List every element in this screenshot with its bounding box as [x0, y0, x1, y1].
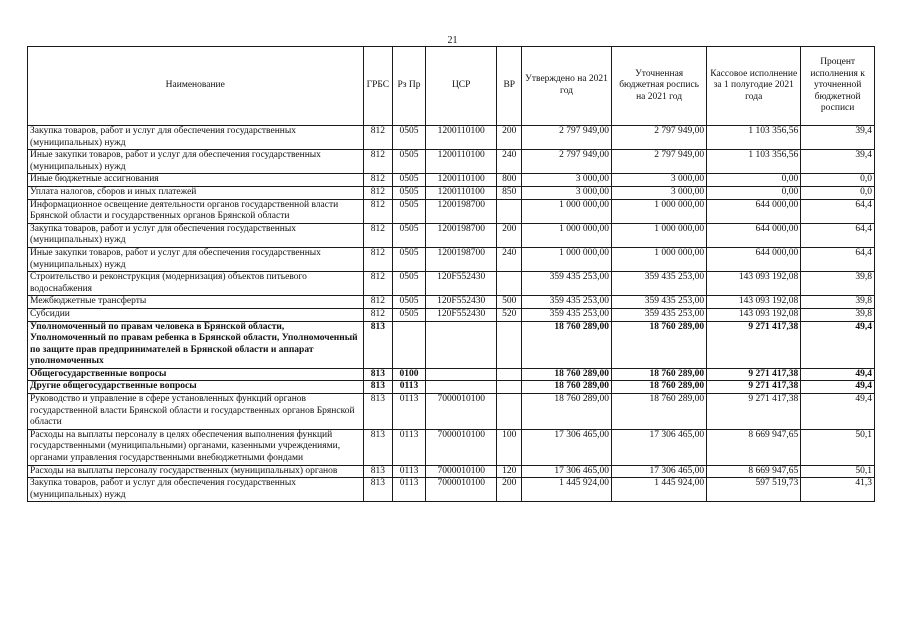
header-percent: Процент исполнения к уточненной бюджетной росписи	[801, 47, 875, 126]
cell-percent: 39,8	[801, 296, 875, 309]
cell-cash: 9 271 417,38	[707, 381, 801, 394]
cell-approved: 2 797 949,00	[522, 150, 612, 174]
cell-rzpr: 0113	[393, 394, 426, 430]
cell-rzpr: 0505	[393, 308, 426, 321]
cell-rzpr: 0505	[393, 150, 426, 174]
cell-refined: 359 435 253,00	[612, 272, 707, 296]
cell-percent: 39,8	[801, 308, 875, 321]
cell-approved: 18 760 289,00	[522, 394, 612, 430]
cell-name: Иные закупки товаров, работ и услуг для обеспечения государственных (муниципальных) нужд	[28, 247, 364, 271]
cell-grbs: 812	[363, 174, 393, 187]
cell-refined: 1 445 924,00	[612, 478, 707, 502]
cell-grbs: 812	[363, 223, 393, 247]
cell-percent: 39,8	[801, 272, 875, 296]
cell-name: Строительство и реконструкция (модернизация) объектов питьевого водоснабжения	[28, 272, 364, 296]
cell-name: Уплата налогов, сборов и иных платежей	[28, 186, 364, 199]
cell-vr: 500	[497, 296, 522, 309]
cell-rzpr	[393, 321, 426, 368]
cell-vr: 120	[497, 465, 522, 478]
table-row	[28, 272, 875, 296]
cell-approved: 1 445 924,00	[522, 478, 612, 502]
cell-vr	[497, 394, 522, 430]
cell-percent: 49,4	[801, 381, 875, 394]
cell-approved: 359 435 253,00	[522, 296, 612, 309]
cell-csr: 7000010100	[425, 465, 497, 478]
cell-percent: 49,4	[801, 321, 875, 368]
cell-grbs: 812	[363, 150, 393, 174]
cell-percent: 39,4	[801, 126, 875, 150]
cell-name: Закупка товаров, работ и услуг для обеспечения государственных (муниципальных) нужд	[28, 126, 364, 150]
cell-csr: 1200198700	[425, 199, 497, 223]
cell-vr	[497, 321, 522, 368]
cell-rzpr: 0505	[393, 126, 426, 150]
cell-vr: 520	[497, 308, 522, 321]
table-row	[28, 465, 875, 478]
header-grbs: ГРБС	[363, 47, 393, 126]
cell-rzpr: 0100	[393, 368, 426, 381]
cell-cash: 1 103 356,56	[707, 126, 801, 150]
cell-approved: 3 000,00	[522, 186, 612, 199]
cell-percent: 64,4	[801, 199, 875, 223]
cell-vr: 200	[497, 223, 522, 247]
cell-refined: 3 000,00	[612, 186, 707, 199]
cell-grbs: 812	[363, 272, 393, 296]
cell-name: Информационное освещение деятельности органов государственной власти Брянской области и государственных органов Брянской области	[28, 199, 364, 223]
cell-refined: 1 000 000,00	[612, 223, 707, 247]
cell-rzpr: 0505	[393, 174, 426, 187]
cell-percent: 0,0	[801, 174, 875, 187]
cell-percent: 0,0	[801, 186, 875, 199]
cell-name: Руководство и управление в сфере установленных функций органов государственной власти Брянской области и государственных органов Брянской области	[28, 394, 364, 430]
cell-csr: 1200198700	[425, 223, 497, 247]
cell-rzpr: 0505	[393, 186, 426, 199]
cell-vr: 240	[497, 247, 522, 271]
page-number: 21	[447, 35, 458, 46]
cell-rzpr: 0113	[393, 381, 426, 394]
cell-cash: 9 271 417,38	[707, 321, 801, 368]
table-row	[28, 296, 875, 309]
cell-refined: 18 760 289,00	[612, 381, 707, 394]
cell-grbs: 813	[363, 321, 393, 368]
cell-csr: 7000010100	[425, 429, 497, 465]
cell-approved: 1 000 000,00	[522, 199, 612, 223]
cell-vr: 100	[497, 429, 522, 465]
header-cash: Кассовое исполнение за 1 полугодие 2021 года	[707, 47, 801, 126]
table-row	[28, 199, 875, 223]
cell-approved: 17 306 465,00	[522, 465, 612, 478]
cell-csr: 1200110100	[425, 174, 497, 187]
cell-csr: 7000010100	[425, 394, 497, 430]
cell-cash: 644 000,00	[707, 247, 801, 271]
cell-vr	[497, 272, 522, 296]
cell-refined: 2 797 949,00	[612, 126, 707, 150]
cell-csr: 1200198700	[425, 247, 497, 271]
cell-rzpr: 0113	[393, 465, 426, 478]
cell-csr: 7000010100	[425, 478, 497, 502]
cell-vr: 240	[497, 150, 522, 174]
table-row	[28, 186, 875, 199]
cell-refined: 3 000,00	[612, 174, 707, 187]
cell-csr	[425, 381, 497, 394]
cell-rzpr: 0505	[393, 199, 426, 223]
cell-grbs: 813	[363, 429, 393, 465]
cell-cash: 9 271 417,38	[707, 368, 801, 381]
cell-cash: 644 000,00	[707, 199, 801, 223]
cell-percent: 50,1	[801, 429, 875, 465]
table-row	[28, 368, 875, 381]
cell-percent: 64,4	[801, 223, 875, 247]
cell-cash: 143 093 192,08	[707, 308, 801, 321]
cell-grbs: 812	[363, 199, 393, 223]
budget-execution-table	[27, 46, 875, 502]
cell-csr: 120F552430	[425, 272, 497, 296]
cell-refined: 1 000 000,00	[612, 247, 707, 271]
cell-grbs: 813	[363, 368, 393, 381]
cell-refined: 18 760 289,00	[612, 321, 707, 368]
table-row	[28, 126, 875, 150]
cell-name: Межбюджетные трансферты	[28, 296, 364, 309]
cell-refined: 359 435 253,00	[612, 308, 707, 321]
cell-rzpr: 0505	[393, 223, 426, 247]
cell-approved: 18 760 289,00	[522, 368, 612, 381]
table-row	[28, 321, 875, 368]
cell-grbs: 812	[363, 308, 393, 321]
cell-cash: 1 103 356,56	[707, 150, 801, 174]
cell-approved: 18 760 289,00	[522, 381, 612, 394]
cell-grbs: 812	[363, 247, 393, 271]
cell-cash: 143 093 192,08	[707, 272, 801, 296]
cell-name: Другие общегосударственные вопросы	[28, 381, 364, 394]
cell-percent: 49,4	[801, 368, 875, 381]
cell-vr	[497, 368, 522, 381]
cell-csr	[425, 368, 497, 381]
cell-cash: 0,00	[707, 174, 801, 187]
cell-grbs: 812	[363, 296, 393, 309]
cell-name: Общегосударственные вопросы	[28, 368, 364, 381]
cell-rzpr: 0505	[393, 296, 426, 309]
table-row	[28, 478, 875, 502]
cell-cash: 8 669 947,65	[707, 429, 801, 465]
header-name: Наименование	[28, 47, 364, 126]
cell-csr: 120F552430	[425, 296, 497, 309]
cell-approved: 359 435 253,00	[522, 308, 612, 321]
cell-refined: 359 435 253,00	[612, 296, 707, 309]
cell-name: Закупка товаров, работ и услуг для обеспечения государственных (муниципальных) нужд	[28, 478, 364, 502]
cell-vr	[497, 381, 522, 394]
cell-refined: 18 760 289,00	[612, 394, 707, 430]
header-refined: Уточненная бюджетная роспись на 2021 год	[612, 47, 707, 126]
cell-approved: 3 000,00	[522, 174, 612, 187]
cell-name: Субсидии	[28, 308, 364, 321]
cell-vr: 200	[497, 126, 522, 150]
cell-csr: 1200110100	[425, 126, 497, 150]
table-row	[28, 174, 875, 187]
table-row	[28, 308, 875, 321]
cell-cash: 644 000,00	[707, 223, 801, 247]
table-header	[28, 47, 875, 126]
cell-vr	[497, 199, 522, 223]
table-row	[28, 381, 875, 394]
cell-approved: 1 000 000,00	[522, 247, 612, 271]
cell-name: Уполномоченный по правам человека в Брянской области, Уполномоченный по правам ребенка в Брянской области, Уполномоченный по защите прав предпринимателей в Брянской области и аппарат уполномоченных	[28, 321, 364, 368]
cell-rzpr: 0505	[393, 247, 426, 271]
cell-grbs: 813	[363, 394, 393, 430]
cell-refined: 1 000 000,00	[612, 199, 707, 223]
cell-rzpr: 0113	[393, 429, 426, 465]
cell-grbs: 812	[363, 126, 393, 150]
cell-approved: 359 435 253,00	[522, 272, 612, 296]
cell-percent: 41,3	[801, 478, 875, 502]
cell-grbs: 812	[363, 186, 393, 199]
cell-refined: 2 797 949,00	[612, 150, 707, 174]
cell-refined: 17 306 465,00	[612, 465, 707, 478]
cell-percent: 39,4	[801, 150, 875, 174]
cell-csr: 1200110100	[425, 150, 497, 174]
cell-cash: 597 519,73	[707, 478, 801, 502]
table-row	[28, 223, 875, 247]
cell-name: Расходы на выплаты персоналу государственных (муниципальных) органов	[28, 465, 364, 478]
cell-vr: 200	[497, 478, 522, 502]
cell-name: Иные бюджетные ассигнования	[28, 174, 364, 187]
cell-csr: 1200110100	[425, 186, 497, 199]
table-row	[28, 247, 875, 271]
header-approved: Утверждено на 2021 год	[522, 47, 612, 126]
cell-grbs: 813	[363, 381, 393, 394]
table-row	[28, 429, 875, 465]
cell-csr: 120F552430	[425, 308, 497, 321]
cell-cash: 0,00	[707, 186, 801, 199]
cell-approved: 18 760 289,00	[522, 321, 612, 368]
header-vr: ВР	[497, 47, 522, 126]
cell-refined: 18 760 289,00	[612, 368, 707, 381]
header-csr: ЦСР	[425, 47, 497, 126]
cell-approved: 2 797 949,00	[522, 126, 612, 150]
cell-refined: 17 306 465,00	[612, 429, 707, 465]
cell-rzpr: 0505	[393, 272, 426, 296]
table-body	[28, 126, 875, 502]
cell-name: Закупка товаров, работ и услуг для обеспечения государственных (муниципальных) нужд	[28, 223, 364, 247]
cell-percent: 64,4	[801, 247, 875, 271]
cell-name: Расходы на выплаты персоналу в целях обеспечения выполнения функций государственными (муниципальными) органами, казенными учреждениями, органами управления государственными внебюджетными фондами	[28, 429, 364, 465]
cell-approved: 17 306 465,00	[522, 429, 612, 465]
cell-percent: 49,4	[801, 394, 875, 430]
cell-approved: 1 000 000,00	[522, 223, 612, 247]
cell-percent: 50,1	[801, 465, 875, 478]
cell-vr: 850	[497, 186, 522, 199]
cell-csr	[425, 321, 497, 368]
cell-vr: 800	[497, 174, 522, 187]
cell-grbs: 813	[363, 465, 393, 478]
cell-grbs: 813	[363, 478, 393, 502]
cell-name: Иные закупки товаров, работ и услуг для обеспечения государственных (муниципальных) нужд	[28, 150, 364, 174]
header-rzpr: Рз Пр	[393, 47, 426, 126]
cell-rzpr: 0113	[393, 478, 426, 502]
cell-cash: 8 669 947,65	[707, 465, 801, 478]
cell-cash: 143 093 192,08	[707, 296, 801, 309]
table-row	[28, 150, 875, 174]
table-row	[28, 394, 875, 430]
cell-cash: 9 271 417,38	[707, 394, 801, 430]
